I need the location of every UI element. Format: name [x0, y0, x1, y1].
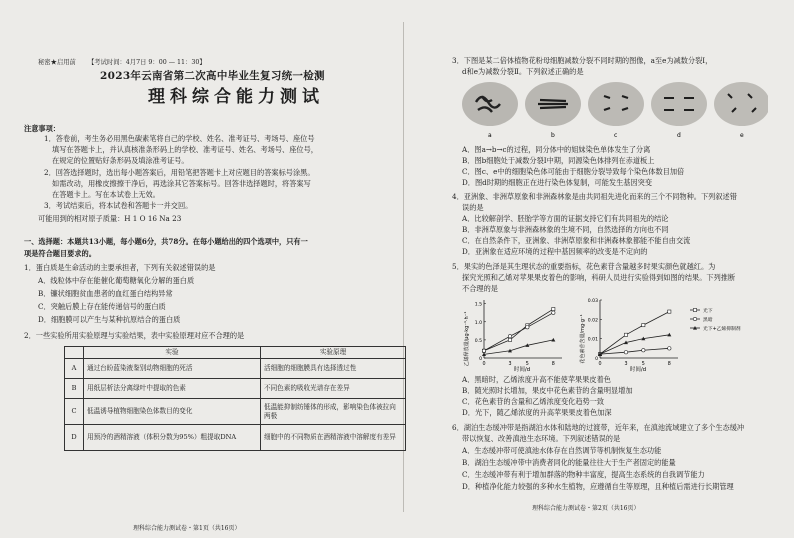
table-cell: B: [65, 379, 84, 399]
x-tick-label: 3: [508, 362, 512, 367]
q1-option-d: D．细胞膜可以产生与某种抗原结合的蛋白质: [38, 315, 181, 324]
table-header-row: [65, 347, 406, 359]
table-cell: 不同色素的吸收光谱存在差异: [261, 379, 406, 399]
q4-option-b: B．非洲草原象与非洲森林象的生境不同，自然选择的方向也不同: [462, 225, 669, 234]
secret-label: 秘密★启用前: [38, 59, 76, 66]
q4-stem-2: 误的是: [462, 203, 484, 212]
note-2c: 在答题卡上。写在本试卷上无效。: [52, 190, 160, 199]
x-tick-label: 0: [598, 362, 602, 367]
notes-heading: 注意事项：: [24, 124, 60, 133]
q6-stem-2: 带以恢复、改善滇池生态环境。下列叙述错误的是: [462, 434, 621, 443]
x-tick-label: 8: [667, 362, 671, 367]
data-point: [482, 349, 485, 352]
legend-label: 光下+乙烯抑制剂: [703, 327, 741, 332]
y-tick-label: 1.5: [474, 302, 482, 308]
data-point: [668, 310, 671, 313]
micrograph-a: [462, 82, 518, 126]
table-cell: C: [65, 399, 84, 425]
micrograph-label: e: [740, 132, 744, 139]
data-point: [668, 347, 671, 350]
q6-option-d: D．种植净化能力较强的多种水生植物，应遵循自生等原理，且种植后需进行长期管理: [462, 482, 734, 491]
note-2a: 2．回答选择题时，选出每小题答案后，用铅笔把答题卡上对应题目的答案标号涂黑。: [44, 168, 315, 177]
y-tick-label: 0: [479, 357, 482, 362]
chart1-xlabel: 时间/d: [513, 367, 531, 372]
x-tick-label: 0: [482, 362, 486, 367]
q3-option-a: A．图a→b→c的过程，同分体中的姐妹染色单体发生了分离: [462, 145, 651, 154]
legend-label: 黑暗: [703, 318, 713, 323]
right-page: [412, 0, 764, 538]
atomic-masses: 可能用到的相对原子质量：H 1 O 16 Na 23: [38, 214, 182, 223]
subject-title: 理科综合能力测试: [148, 87, 324, 107]
legend-marker: [693, 317, 696, 320]
section1-intro-2: 项是符合题目要求的。: [24, 249, 96, 258]
series-line: [600, 312, 669, 355]
y-tick-label: 1.0: [474, 320, 482, 326]
anthocyanin-chart: [578, 294, 768, 372]
chart1-ylabel: 乙烯释放量/μg·kg⁻¹·h⁻¹: [464, 311, 470, 367]
y-tick-label: 0.01: [587, 337, 598, 343]
q1-stem: 1．蛋白质是生命活动的主要承担者，下列有关叙述错误的是: [24, 263, 216, 272]
chart2-ylabel: 花色素苷含量/mg·g⁻¹: [580, 314, 586, 364]
data-point: [552, 311, 555, 314]
q5-stem-2: 探究光照和乙烯对苹果果皮着色的影响，科研人员进行实验得到如图的结果。下列推断: [462, 273, 736, 282]
y-tick-label: 0.5: [474, 338, 482, 344]
table-cell: A: [65, 359, 84, 379]
data-point: [508, 338, 511, 341]
footer-left: 理科综合能力测试卷・第1页（共16页）: [133, 525, 241, 532]
micrograph-b: [525, 82, 581, 126]
q5-stem-1: 5．果实的色泽是其生理状态的重要指标，花色素苷含量越多时果实颜色就越红。为: [452, 262, 716, 271]
q4-option-c: C．在自然条件下，亚洲象、非洲草原象和非洲森林象都能不能自由交流: [462, 236, 691, 245]
q3-stem-1: 3．下图是某二倍体植物花粉母细胞减数分裂不同时期的图像，a至e为减数分裂Ⅰ，: [452, 56, 713, 65]
x-tick-label: 8: [551, 362, 555, 367]
x-tick-label: 5: [641, 362, 645, 367]
table-header: 实验原理: [261, 347, 406, 359]
table-cell: 活细胞的细胞膜具有选择透过性: [261, 359, 406, 379]
ethylene-chart: [462, 294, 572, 372]
exam-title: 2023年云南省第二次高中毕业生复习统一检测: [100, 70, 325, 82]
table-cell: D: [65, 425, 84, 451]
micrograph-label: b: [551, 132, 555, 139]
q6-option-c: C．生态缓冲带有利于增加群落的物种丰富度，提高生态系统的自我调节能力: [462, 470, 705, 479]
q2-table: [64, 346, 406, 451]
exam-time: 【考试时间：4月7日 9：00 — 11：30】: [88, 59, 206, 66]
q1-option-c: C．突触后膜上存在能传递信号的蛋白质: [38, 302, 166, 311]
q3-option-d: D．图d时期的细胞正在进行染色体复制，可能发生基因突变: [462, 178, 653, 187]
data-point: [552, 307, 555, 310]
left-page: [24, 0, 400, 538]
table-header: [65, 347, 84, 359]
table-cell: 低温诱导植物细胞染色体数目的变化: [84, 399, 261, 425]
x-tick-label: 3: [624, 362, 628, 367]
table-cell: 细胞中的不同物质在酒精溶液中溶解度有差异: [261, 425, 406, 451]
data-point: [667, 333, 671, 337]
q3-stem-2: d和e为减数分裂Ⅱ。下列叙述正确的是: [462, 67, 584, 76]
note-1c: 在规定的位置贴好条形码及填涂准考证号。: [52, 156, 189, 165]
y-tick-label: 0.03: [587, 299, 598, 304]
legend-label: 光下: [703, 309, 713, 314]
q5-option-d: D．光下，随乙烯浓度的升高苹果果皮着色加深: [462, 408, 612, 417]
q5-option-b: B．随光照时长增加，果皮中花色素苷的含量明显增加: [462, 386, 633, 395]
table-row: [65, 399, 406, 425]
micrograph-label: c: [614, 132, 618, 139]
micrograph-strip: [458, 80, 768, 140]
table-row: [65, 379, 406, 399]
table-cell: 用纸层析法分离绿叶中提取的色素: [84, 379, 261, 399]
x-tick-label: 5: [525, 362, 529, 367]
micrograph-label: d: [677, 132, 681, 139]
table-row: [65, 425, 406, 451]
data-point: [624, 351, 627, 354]
micrograph-e: [714, 82, 768, 126]
q4-option-a: A．比较解剖学、胚胎学等方面的证据支持它们有共同祖先的结论: [462, 214, 669, 223]
q3-option-b: B．图b细胞处于减数分裂Ⅰ中期，同源染色体排列在赤道板上: [462, 156, 655, 165]
q5-option-c: C．花色素苷的含量和乙烯浓度变化趋势一致: [462, 397, 605, 406]
note-2b: 如需改动，用橡皮擦擦干净后，再选涂其它答案标号。回答非选择题时，将答案写: [52, 179, 311, 188]
chart2-xlabel: 时间/d: [629, 367, 647, 372]
series-line: [484, 313, 553, 351]
data-point: [642, 324, 645, 327]
legend-marker: [693, 308, 696, 311]
q2-stem: 2．一些实验所用实验原理与实验结果，表中实验原理对应不合理的是: [24, 331, 245, 340]
table-cell: 用预冷的酒精溶液（体积分数为95%）粗提取DNA: [84, 425, 261, 451]
q5-stem-3: 不合理的是: [462, 284, 498, 293]
data-point: [508, 335, 511, 338]
y-tick-label: 0: [595, 357, 598, 362]
data-point: [642, 349, 645, 352]
table-row: [65, 359, 406, 379]
series-line: [484, 340, 553, 355]
micrograph-label: a: [488, 132, 492, 139]
section1-intro-1: 一、选择题：本题共13小题，每小题6分，共78分。在每小题给出的四个选项中，只有一: [24, 237, 308, 246]
table-header: 实验: [84, 347, 261, 359]
note-1a: 1．答卷前，考生务必用黑色碳素笔将自己的学校、姓名、准考证号、考场号、座位号: [44, 134, 315, 143]
q6-option-a: A．生态缓冲带可使滇池水体存在自然调节等机制恢复生态功能: [462, 446, 662, 455]
q5-option-a: A．黑暗时，乙烯浓度升高不能使苹果果皮着色: [462, 375, 611, 384]
q4-option-d: D．亚洲象在适应环境的过程中基因频率的改变是不定向的: [462, 247, 648, 256]
q6-option-b: B．湖泊生态缓冲带中消费者同化的能量往往大于生产者固定的能量: [462, 458, 676, 467]
data-point: [551, 338, 555, 342]
y-tick-label: 0.02: [587, 318, 598, 324]
micrograph-d: [651, 82, 707, 126]
note-3: 3．考试结束后，将本试卷和答题卡一并交回。: [44, 201, 193, 210]
footer-right: 理科综合能力测试卷・第2页（共16页）: [532, 505, 640, 512]
table-cell: 通过台盼蓝染液鉴别动物细胞的死活: [84, 359, 261, 379]
q3-option-c: C．图c、e中的细胞染色体可能由于细胞分裂导致每个染色体数目加倍: [462, 167, 685, 176]
q1-option-b: B．镰状细胞贫血患者的血红蛋白结构异常: [38, 289, 173, 298]
micrograph-c: [588, 82, 644, 126]
data-point: [526, 325, 529, 328]
note-1b: 填写在答题卡上，并认真核准条形码上的学校、准考证号、姓名、考场号、座位号，: [52, 145, 318, 154]
table-cell: 低温能抑制纺锤体的形成，影响染色体被拉向两极: [261, 399, 406, 425]
q6-stem-1: 6．湖泊生态缓冲带是指湖泊水体和陆地的过渡带，近年来，在滇池流域建立了多个生态缓冲: [452, 423, 745, 432]
q1-option-a: A．线粒体中存在能催化葡萄糖氧化分解的蛋白质: [38, 276, 195, 285]
data-point: [624, 333, 627, 336]
q4-stem-1: 4．亚洲象、非洲草原象和非洲森林象是由共同祖先进化而来的三个不同物种。下列叙述错: [452, 192, 737, 201]
